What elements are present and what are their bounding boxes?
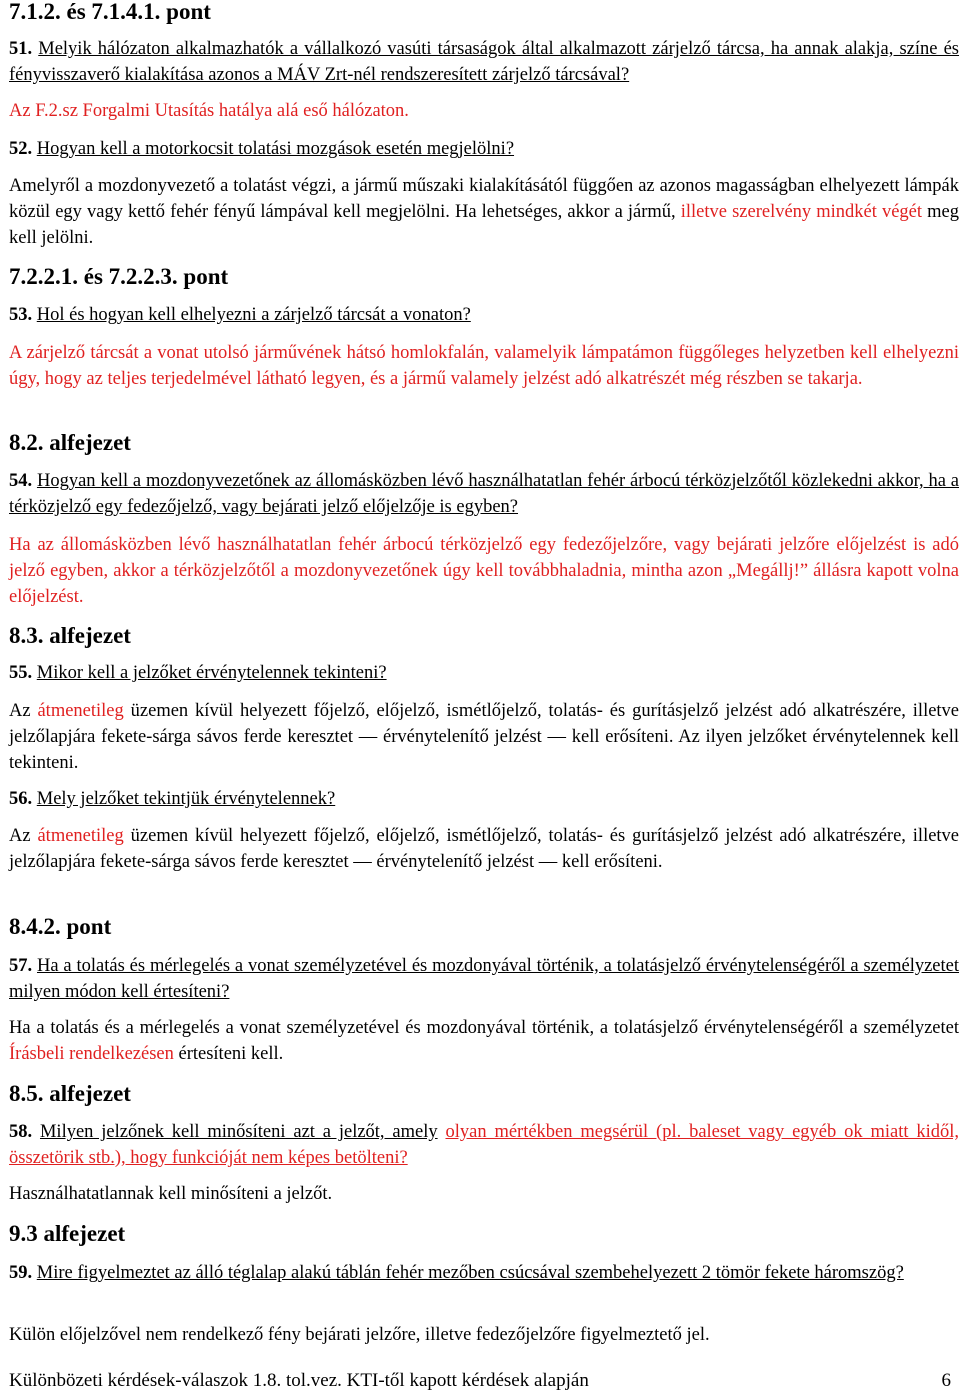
question-number: 53. bbox=[9, 305, 33, 325]
question-number: 51. bbox=[9, 39, 33, 59]
section-heading: 8.2. alfejezet bbox=[9, 430, 131, 455]
section-heading: 8.4.2. pont bbox=[9, 914, 112, 939]
question-57 bbox=[9, 953, 959, 1005]
page-number: 6 bbox=[941, 1370, 951, 1391]
question-text: Melyik hálózaton alkalmazhatók a vállalkozó vasúti társaságok által alkalmazott zárjelző tárcsa, ha annak alakja, színe és fényvisszaverő kialakítása azonos a MÁV Zrt-nél rendszeresített zárjelző tárcsával? bbox=[9, 39, 960, 85]
section-heading: 9.3 alfejezet bbox=[9, 1221, 126, 1246]
question-54 bbox=[9, 468, 959, 520]
answer-55 bbox=[9, 698, 959, 776]
question-highlight: olyan mértékben megsérül (pl. baleset vagy egyéb ok miatt kidől, összetörik stb.), hogy funkcióját nem képes betölteni? bbox=[9, 1122, 960, 1168]
section-heading: 7.1.2. és 7.1.4.1. pont bbox=[9, 0, 211, 24]
answer-text: meg kell jelölni. bbox=[9, 202, 959, 248]
answer-highlight: átmenetileg bbox=[37, 701, 124, 721]
answer-text: értesíteni kell. bbox=[178, 1044, 284, 1064]
answer-text: üzemen kívül helyezett főjelző, előjelző, ismétlőjelző, tolatás- és gurításjelző jelzést adó alkatrészére, illetve jelzőlapjára fekete-sárga sávos ferde keresztet — érvénytelenítő jelzést — kell erősíteni. bbox=[9, 826, 960, 872]
question-text: Mikor kell a jelzőket érvénytelennek tekinteni? bbox=[36, 663, 387, 683]
question-55 bbox=[9, 660, 959, 686]
question-number: 58. bbox=[9, 1122, 33, 1142]
answer-text: Az bbox=[9, 826, 31, 846]
answer-text: Ha a tolatás és a mérlegelés a vonat személyzetével és mozdonyával történik, a tolatásjelző érvénytelenségéről a személyzetet bbox=[9, 1018, 959, 1038]
question-51 bbox=[9, 36, 959, 88]
question-52 bbox=[9, 136, 959, 162]
answer-51: Az F.2.sz Forgalmi Utasítás hatálya alá eső hálózaton. bbox=[9, 101, 409, 121]
answer-57 bbox=[9, 1015, 959, 1067]
section-heading: 8.3. alfejezet bbox=[9, 623, 131, 648]
question-text: Mire figyelmeztet az álló téglalap alakú táblán fehér mezőben csúcsával szembehelyezett 2 tömör fekete háromszög? bbox=[36, 1263, 904, 1283]
answer-highlight: Írásbeli rendelkezésen bbox=[9, 1044, 174, 1064]
answer-53: A zárjelző tárcsát a vonat utolsó járművének hátsó homlokfalán, valamelyik lámpatámon függőleges helyzetben kell elhelyezni úgy, hogy az teljes terjedelmével látható legyen, és a jármű valamely jelzést adó alkatrészét még részben se takarja. bbox=[9, 343, 959, 389]
answer-59: Külön előjelzővel nem rendelkező fény bejárati jelzőre, illetve fedezőjelzőre figyelmeztető jel. bbox=[9, 1325, 710, 1345]
question-number: 57. bbox=[9, 956, 33, 976]
question-number: 59. bbox=[9, 1263, 33, 1283]
answer-text: Az bbox=[9, 701, 31, 721]
question-text: Hogyan kell a motorkocsit tolatási mozgások esetén megjelölni? bbox=[36, 139, 515, 159]
page-footer: Különbözeti kérdések-válaszok 1.8. tol.vez. KTI-től kapott kérdések alapján bbox=[9, 1370, 589, 1391]
answer-52 bbox=[9, 173, 959, 251]
question-number: 54. bbox=[9, 471, 33, 491]
question-text: Mely jelzőket tekintjük érvénytelennek? bbox=[36, 789, 336, 809]
question-text: Hol és hogyan kell elhelyezni a zárjelző tárcsát a vonaton? bbox=[36, 305, 471, 325]
answer-56 bbox=[9, 823, 959, 875]
question-number: 55. bbox=[9, 663, 33, 683]
question-text: Ha a tolatás és mérlegelés a vonat személyzetével és mozdonyával történik, a tolatásjelző érvénytelenségéről a személyzetet milyen módon kell értesíteni? bbox=[9, 956, 959, 1002]
answer-58: Használhatatlannak kell minősíteni a jelzőt. bbox=[9, 1184, 333, 1204]
answer-54: Ha az állomásközben lévő használhatatlan fehér árbocú térközjelző egy fedezőjelzőre, vagy bejárati jelzőre előjelzést is adó jelző egyben, akkor a térközjelzőtől a mozdonyvezetőnek úgy kell továbbhaladnia, mintha azon „Megállj!” állásra kapott volna előjelzést. bbox=[9, 535, 959, 607]
question-53 bbox=[9, 302, 959, 328]
answer-highlight: illetve szerelvény mindkét végét bbox=[680, 202, 923, 222]
answer-highlight: átmenetileg bbox=[37, 826, 124, 846]
question-58 bbox=[9, 1119, 959, 1171]
question-text: Milyen jelzőnek kell minősíteni azt a jelzőt, amely bbox=[39, 1122, 438, 1142]
question-number: 56. bbox=[9, 789, 33, 809]
question-number: 52. bbox=[9, 139, 33, 159]
question-59 bbox=[9, 1260, 959, 1286]
section-heading: 8.5. alfejezet bbox=[9, 1081, 131, 1106]
answer-text: Amelyről a mozdonyvezető a tolatást végzi, a jármű műszaki kialakításától függően az azonos magasságban elhelyezett lámpák közül egy vagy kettő fehér fényű lámpával kell megjelölni. Ha lehetséges, akkor a jármű, bbox=[9, 176, 959, 222]
question-56 bbox=[9, 786, 959, 812]
question-text: Hogyan kell a mozdonyvezetőnek az állomásközben lévő használhatatlan fehér árbocú térközjelzőtől közlekedni akkor, ha a térközjelző egy fedezőjelző, vagy bejárati jelző előjelzője is egyben? bbox=[9, 471, 959, 517]
section-heading: 7.2.2.1. és 7.2.2.3. pont bbox=[9, 264, 229, 289]
answer-text: üzemen kívül helyezett főjelző, előjelző, ismétlőjelző, tolatás- és gurításjelző jelzést adó alkatrészére, illetve jelzőlapjára fekete-sárga sávos ferde keresztet — érvénytelenítő jelzést — kell erősíteni. Az ilyen jelzőket érvénytelennek kell tekinteni. bbox=[9, 701, 960, 773]
